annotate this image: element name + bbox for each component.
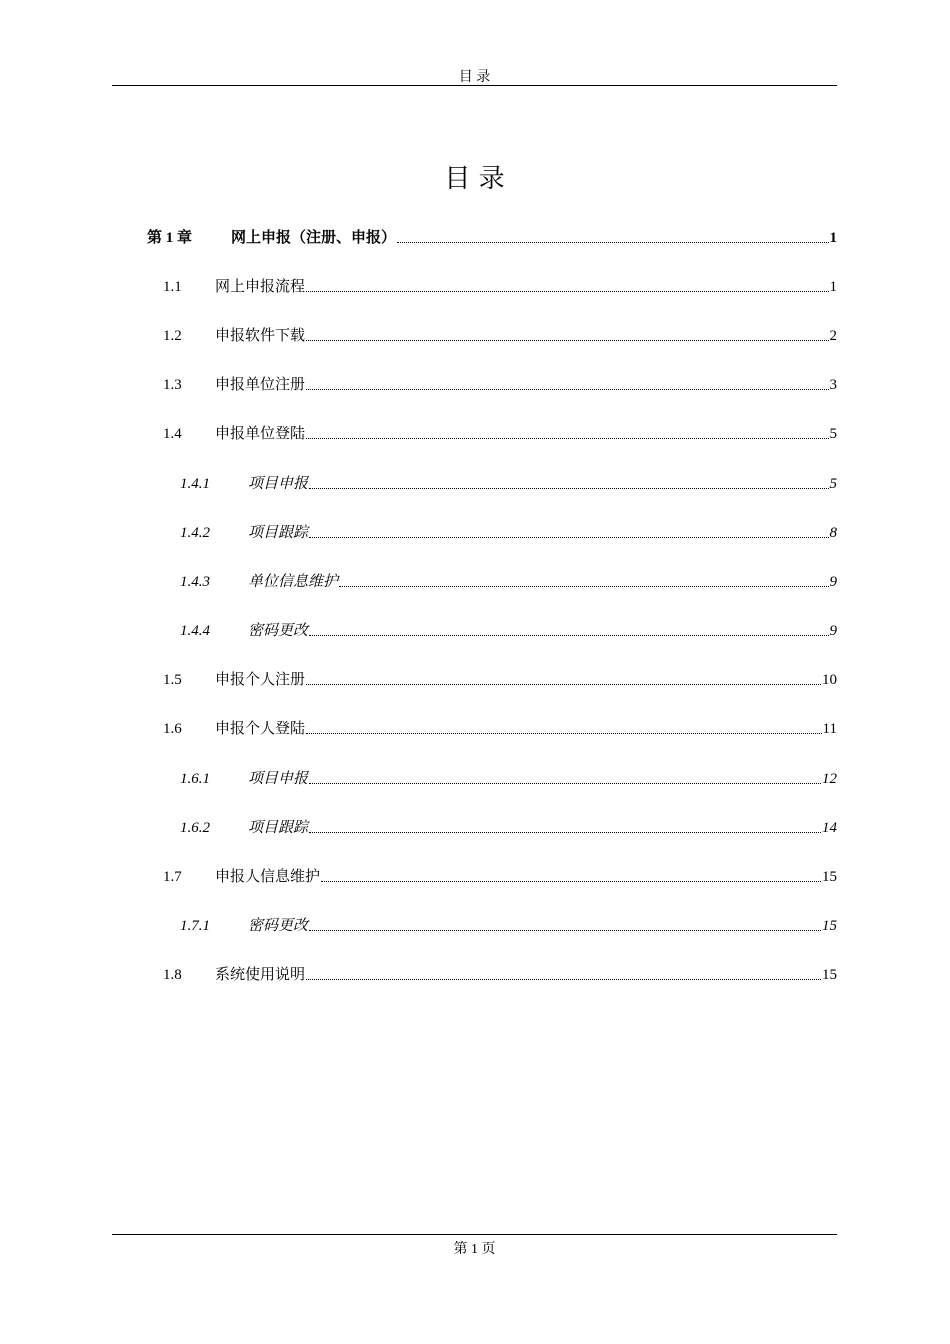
toc-dot-leader <box>309 929 821 931</box>
toc-entry-title: 项目跟踪 <box>248 525 309 541</box>
toc-entry-page: 14 <box>822 820 837 836</box>
toc-dot-leader <box>306 339 828 341</box>
toc-entry-title: 网上申报流程 <box>215 279 306 295</box>
toc-entry-number: 1.4.4 <box>180 623 210 639</box>
toc-dot-leader <box>309 536 828 538</box>
toc-entry-number: 1.3 <box>163 377 182 393</box>
toc-dot-leader <box>309 831 821 833</box>
toc-entry-page: 1 <box>829 279 837 295</box>
toc-dot-leader <box>306 978 821 980</box>
toc-dot-leader <box>309 782 821 784</box>
toc-entry-page: 8 <box>829 525 837 541</box>
toc-entry[interactable] <box>163 865 837 887</box>
header-divider <box>112 85 837 86</box>
toc-dot-leader <box>306 732 822 734</box>
toc-entry-title: 项目申报 <box>248 476 309 492</box>
toc-entry[interactable] <box>163 422 837 444</box>
toc-entry-page: 11 <box>822 721 837 737</box>
footer-divider <box>112 1234 837 1235</box>
toc-entry-title: 申报人信息维护 <box>215 869 321 885</box>
toc-dot-leader <box>306 437 828 439</box>
toc-entry-title: 申报个人登陆 <box>215 721 306 737</box>
toc-entry-title: 系统使用说明 <box>215 967 306 983</box>
page-footer: 第 1 页 <box>453 1242 496 1257</box>
toc-dot-leader <box>339 585 828 587</box>
toc-entry-number: 1.6.1 <box>180 771 210 787</box>
toc-entry-number: 1.1 <box>163 279 182 295</box>
toc-entry-page: 15 <box>822 869 837 885</box>
toc-entry-page: 15 <box>822 918 837 934</box>
toc-dot-leader <box>306 683 821 685</box>
toc-entry-number: 第 1 章 <box>147 230 193 246</box>
toc-entry-page: 9 <box>829 623 837 639</box>
toc-entry-number: 1.5 <box>163 672 182 688</box>
toc-entry-page: 3 <box>829 377 837 393</box>
toc-entry-title: 申报个人注册 <box>215 672 306 688</box>
toc-entry[interactable] <box>180 521 837 543</box>
toc-dot-leader <box>309 487 828 489</box>
toc-entry-page: 5 <box>829 476 837 492</box>
toc-entry-number: 1.6.2 <box>180 820 210 836</box>
toc-entry[interactable] <box>163 963 837 985</box>
toc-entry-page: 1 <box>829 230 837 246</box>
toc-entry[interactable] <box>180 472 837 494</box>
toc-entry-title: 申报单位登陆 <box>215 426 306 442</box>
toc-entry-page: 5 <box>829 426 837 442</box>
toc-entry[interactable] <box>180 816 837 838</box>
toc-entry-page: 10 <box>822 672 837 688</box>
toc-entry-number: 1.4.3 <box>180 574 210 590</box>
toc-entry-page: 15 <box>822 967 837 983</box>
toc-entry-title: 单位信息维护 <box>248 574 339 590</box>
toc-entry[interactable] <box>163 275 837 297</box>
toc-entry-number: 1.2 <box>163 328 182 344</box>
toc-entry[interactable] <box>147 226 837 248</box>
toc-entry[interactable] <box>163 324 837 346</box>
toc-entry-number: 1.6 <box>163 721 182 737</box>
toc-entry[interactable] <box>180 570 837 592</box>
toc-entry-title: 密码更改 <box>248 918 309 934</box>
toc-dot-leader <box>306 290 828 292</box>
toc-entry-number: 1.4.1 <box>180 476 210 492</box>
toc-entry-page: 12 <box>822 771 837 787</box>
toc-dot-leader <box>309 634 828 636</box>
toc-entry[interactable] <box>163 373 837 395</box>
toc-entry-page: 9 <box>829 574 837 590</box>
toc-entry-title: 申报单位注册 <box>215 377 306 393</box>
toc-entry[interactable] <box>163 668 837 690</box>
toc-entry[interactable] <box>163 717 837 739</box>
toc-entry-title: 申报软件下载 <box>215 328 306 344</box>
toc-entry-number: 1.4 <box>163 426 182 442</box>
toc-dot-leader <box>306 388 828 390</box>
toc-entry-number: 1.7 <box>163 869 182 885</box>
toc-entry[interactable] <box>180 914 837 936</box>
toc-entry-number: 1.7.1 <box>180 918 210 934</box>
toc-dot-leader <box>321 880 821 882</box>
toc-entry[interactable] <box>180 619 837 641</box>
toc-entry-number: 1.8 <box>163 967 182 983</box>
page-header: 目 录 <box>458 70 491 85</box>
toc-entry-title: 密码更改 <box>248 623 309 639</box>
toc-entry-number: 1.4.2 <box>180 525 210 541</box>
toc-title: 目 录 <box>444 164 505 194</box>
toc-entry-title: 项目申报 <box>248 771 309 787</box>
toc-dot-leader <box>397 241 828 243</box>
toc-entry-page: 2 <box>829 328 837 344</box>
toc-entry-title: 网上申报（注册、申报） <box>231 230 397 246</box>
toc-entry-title: 项目跟踪 <box>248 820 309 836</box>
toc-entry[interactable] <box>180 767 837 789</box>
